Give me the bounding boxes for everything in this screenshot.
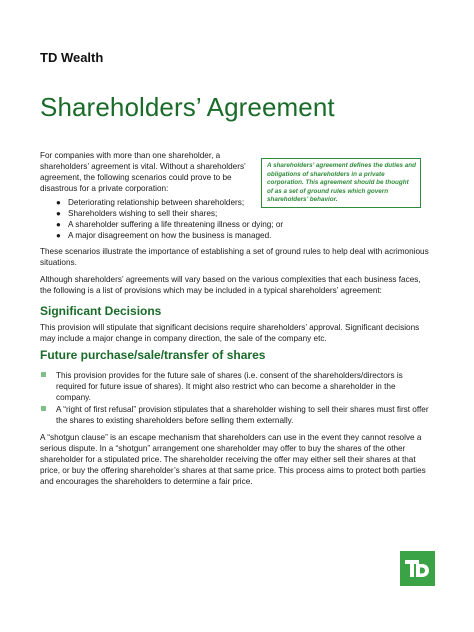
shotgun-clause-paragraph: A “shotgun clause” is an escape mechanism that shareholders can use in the event they cannot resolve a serious dispute. In a “shotgun” arrangement one shareholder may offer to buy the shares of the other shareholder for a stipulated price. The shareholder receiving the offer may either sell their shares at that price, or buy the offering shareholder’s shares at that same price. This process aims to protect both parties and encourages the shareholders to determine a fair price. (40, 433, 426, 486)
list-item: ● Deteriorating relationship between shareholders; (56, 198, 245, 207)
list-item: ● A shareholder suffering a life threatening illness or dying; or (56, 220, 284, 229)
td-logo-icon (400, 551, 435, 586)
list-item: ● Shareholders wishing to sell their shares; (56, 209, 218, 218)
transfer-provisions-list (40, 370, 432, 427)
list-item: This provision provides for the future sale of shares (i.e. consent of the shareholders/directors is required for future issue of shares). It might also restrict who can become a shareholder in the company. (40, 370, 432, 403)
scenario-list (56, 197, 283, 241)
intro-paragraph: For companies with more than one shareholder, a shareholders’ agreement is vital. Without a shareholders’ agreement, the following scenarios could prove to be disastrous for a private corporation: (40, 151, 246, 193)
bullet-icon: ● (56, 231, 61, 240)
square-bullet-icon (41, 406, 46, 411)
bullet-icon: ● (56, 220, 61, 229)
section-heading-future-transfer: Future purchase/sale/transfer of shares (40, 348, 266, 362)
list-item: A “right of first refusal” provision stipulates that a shareholder wishing to sell their shares must first offer the shares to existing shareholders before selling them externally. (40, 404, 432, 426)
square-bullet-icon (41, 372, 46, 377)
bullet-icon: ● (56, 209, 61, 218)
bullet-icon: ● (56, 198, 61, 207)
significant-decisions-paragraph: This provision will stipulate that significant decisions require shareholders’ approval. Significant decisions may include a major change in company direction, the sale of the company etc. (40, 323, 420, 343)
section-heading-significant-decisions: Significant Decisions (40, 304, 162, 318)
callout-box: A shareholders’ agreement defines the duties and obligations of shareholders in a private corporation. This agreement should be thought of as a set of ground rules which govern shareholders’ behavior. (261, 158, 421, 208)
brand-name: TD Wealth (40, 50, 104, 65)
ground-rules-paragraph: These scenarios illustrate the importance of establishing a set of ground rules to help deal with acrimonious situations. (40, 247, 429, 267)
page-title: Shareholders’ Agreement (40, 92, 335, 122)
list-item: ● A major disagreement on how the business is managed. (56, 231, 272, 240)
provisions-paragraph: Although shareholders’ agreements will vary based on the various complexities that each business faces, the following is a list of provisions which may be included in a typical shareholders’ agreement: (40, 275, 421, 295)
